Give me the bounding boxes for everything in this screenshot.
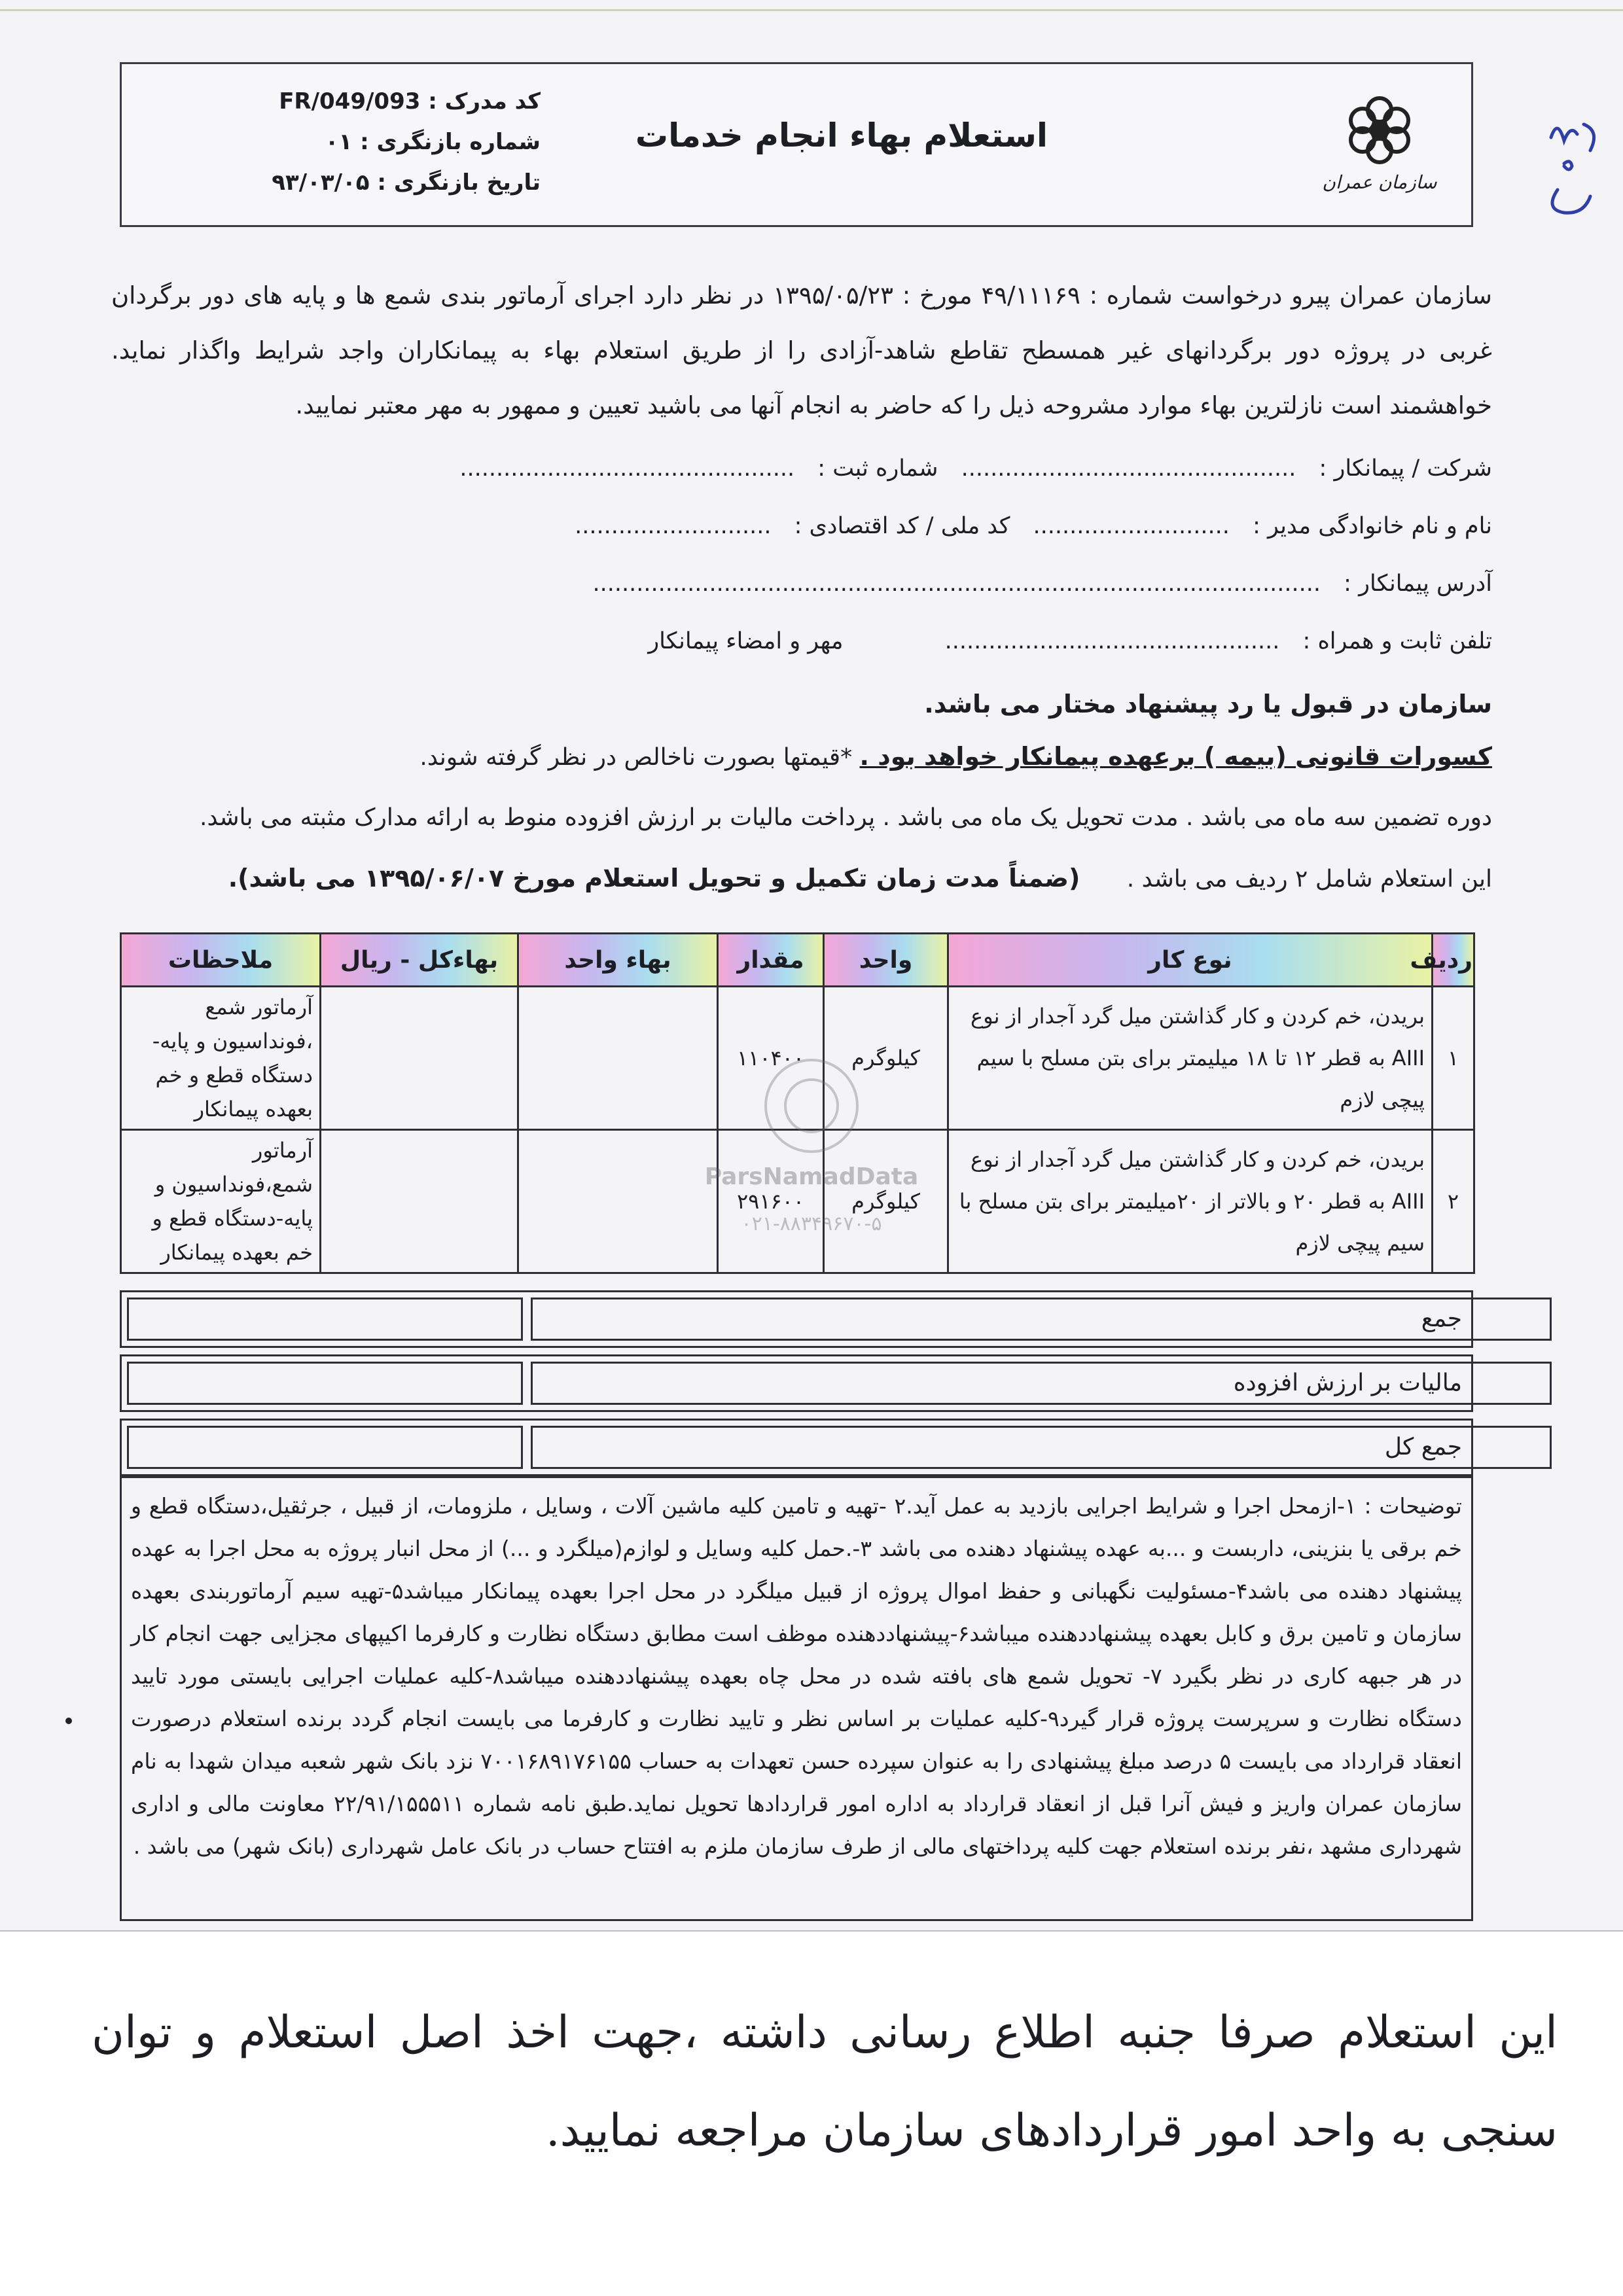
reg-no-label: شماره ثبت : [817, 455, 938, 482]
top-rule [0, 9, 1623, 11]
row-qty: ۱۱۰۴۰۰ [718, 987, 824, 1130]
phone-label: تلفن ثابت و همراه : [1302, 628, 1492, 654]
grand-total-row [120, 1419, 1473, 1476]
header-unit: واحد [824, 934, 948, 987]
deadline: (ضمناً مدت زمان تکمیل و تحویل استعلام مورخ ۱۳۹۵/۰۶/۰۷ می باشد). [228, 864, 1080, 892]
header-unit-price: بهاء واحد [518, 934, 718, 987]
margin-dot [65, 1718, 72, 1724]
grand-total-field-b[interactable] [127, 1426, 523, 1469]
sum-row [120, 1290, 1473, 1348]
row-total-price[interactable] [321, 987, 518, 1130]
address-row [111, 571, 1492, 597]
grand-total-label: جمع کل [1384, 1434, 1462, 1460]
organization-logo [1314, 90, 1445, 215]
deductions-bold: کسورات قانونی (بیمه ) برعهده پیمانکار خواهد بود . [859, 742, 1492, 771]
condition-guarantee: دوره تضمین سه ماه می باشد . مدت تحویل یک ماه می باشد . پرداخت مالیات بر ارزش افزوده منوط به ارائه مدارک مثبته می باشد. [200, 804, 1492, 831]
manager-row [111, 513, 1492, 539]
row-work: بریدن، خم کردن و کار گذاشتن میل گرد آجدار از نوع AIII به قطر ۲۰ و بالاتر از ۲۰میلیمتر برای بتن مسلح با سیم پیچی لازم [948, 1130, 1433, 1273]
company-field[interactable]: .............................................. [961, 455, 1296, 482]
document-title: استعلام بهاء انجام خدمات [635, 116, 1048, 154]
sum-label: جمع [1421, 1305, 1462, 1332]
stamp-brand: ParsNamadData [704, 1163, 919, 1190]
header-total-price: بهاءکل - ریال [321, 934, 518, 987]
header-notes: ملاحظات [121, 934, 321, 987]
national-code-field[interactable]: ........................... [575, 513, 772, 539]
manager-label: نام و نام خانوادگی مدیر : [1253, 513, 1492, 539]
address-field[interactable]: .................................................................................................... [592, 571, 1321, 597]
row-notes: آرماتور شمع،فونداسیون و پایه-دستگاه قطع و خم بعهده پیمانکار [121, 1130, 321, 1273]
sum-field-a[interactable] [531, 1298, 1552, 1341]
row-total-price[interactable] [321, 1130, 518, 1273]
stamp-sign-label: مهر و امضاء پیمانکار [648, 628, 844, 654]
header-work: نوع کار [948, 934, 1433, 987]
explanations-box: توضیحات : ۱-ازمحل اجرا و شرایط اجرایی بازدید به عمل آید.۲ -تهیه و تامین کلیه ماشین آلات ، وسایل ، ملزومات، از قبیل ، جرثقیل،دستگاه قطع و خم برقی یا بنزینی، داربست و ...به عهده پیشنهاد دهنده می باشد ۳-.حمل کلیه وسایل و لوازم(میلگرد و ...) از محل انبار پروژه به محل اجرا به عهده پیشنهاد دهنده می باشد۴-مسئولیت نگهبانی و حفظ اموال پروژه از قبیل میلگرد در محل اجرا بعهده پیمانکار میباشد۵-تهیه سیم آرماتوربندی بعهده سازمان و تامین برق و کابل بعهده پیشنهاددهنده میباشد۶-پیشنهاددهنده موظف است مطابق دستگاه نظارت و کارفرما اکیپهای مجزایی جهت انجام کار در هر جبهه کاری در نظر بگیرد ۷- تحویل شمع های بافته شده در محل چاه بعهده پیشنهاددهنده میباشد۸-کلیه عملیات اجرایی بایستی مورد تایید دستگاه نظارت و سرپرست پروژه قرار گیرد۹-کلیه عملیات بر اساس نظر و تایید نظارت و کارفرما می بایست انجام گردد برنده استعلام درصورت انعقاد قرارداد می بایست ۵ درصد مبلغ پیشنهادی را به عنوان سپرده حسن تعهدات به حساب ۷۰۰۱۶۸۹۱۷۶۱۵۵ نزد بانک شهر شعبه میدان شهدا به نام سازمان عمران واریز و فیش آنرا قبل از انعقاد قرارداد به اداره امور قراردادها تحویل نماید.طبق نامه شماره ۲۲/۹۱/۱۵۵۵۱۱ معاونت مالی و اداری شهرداری مشهد ،نفر برنده استعلام جهت کلیه پرداختهای مالی از طرف سازمان ملزم به افتتاح حساب در بانک عامل شهرداری (بانک شهر) می باشد . [120, 1476, 1473, 1921]
document-header [120, 62, 1473, 227]
company-row [111, 455, 1492, 482]
manager-field[interactable]: ........................... [1033, 513, 1230, 539]
address-label: آدرس پیمانکار : [1344, 571, 1492, 597]
row-work: بریدن، خم کردن و کار گذاشتن میل گرد آجدار از نوع AIII به قطر ۱۲ تا ۱۸ میلیمتر برای بتن مسلح با سیم پیچی لازم [948, 987, 1433, 1130]
footer-notice [0, 1930, 1623, 2296]
vat-field-a[interactable] [531, 1362, 1552, 1405]
row-radif: ۲ [1433, 1130, 1474, 1273]
reg-no-field[interactable]: .............................................. [459, 455, 795, 482]
stamp-phone: ۰۲۱-۸۸۳۴۹۶۷۰-۵ [741, 1212, 882, 1235]
header-radif: ردیف [1433, 934, 1474, 987]
row-qty: ۲۹۱۶۰۰ [718, 1130, 824, 1273]
logo-caption: سازمان عمران [1322, 171, 1437, 193]
vat-row [120, 1354, 1473, 1412]
footer-text: این استعلام صرفا جنبه اطلاع رسانی داشته ،جهت اخذ اصل استعلام و توان سنجی به واحد امور قراردادهای سازمان مراجعه نمایید. [92, 2007, 1558, 2157]
row-notes: آرماتور شمع ،فونداسیون و پایه-دستگاه قطع و خم بعهده پیمانکار [121, 987, 321, 1130]
row-unit: کیلوگرم [824, 1130, 948, 1273]
parsnamad-stamp [681, 1034, 942, 1250]
phone-field[interactable]: .............................................. [944, 628, 1280, 654]
vat-label: مالیات بر ارزش افزوده [1233, 1369, 1462, 1396]
document-meta [148, 81, 541, 203]
grand-total-field-a[interactable] [531, 1426, 1552, 1469]
condition-accept-reject: سازمان در قبول یا رد پیشنهاد مختار می باشد. [924, 690, 1492, 718]
doc-code: کد مدرک : FR/049/093 [279, 88, 541, 115]
condition-deductions [111, 737, 1492, 777]
deductions-rest: *قیمتها بصورت ناخالص در نظر گرفته شوند. [419, 744, 853, 771]
phone-row [111, 628, 1492, 654]
company-label: شرکت / پیمانکار : [1319, 455, 1492, 482]
national-code-label: کد ملی / کد اقتصادی : [794, 513, 1010, 539]
logo-icon [1340, 90, 1419, 169]
header-qty: مقدار [718, 934, 824, 987]
rows-count: این استعلام شامل ۲ ردیف می باشد . [1126, 866, 1492, 892]
condition-rows [111, 858, 1492, 899]
revision-date: تاریخ بازنگری : ۹۳/۰۳/۰۵ [272, 169, 541, 196]
sum-field-b[interactable] [127, 1298, 523, 1341]
row-radif: ۱ [1433, 987, 1474, 1130]
table-header-row [121, 934, 1474, 987]
revision-number: شماره بازنگری : ۰۱ [325, 129, 541, 155]
row-unit: کیلوگرم [824, 987, 948, 1130]
vat-field-b[interactable] [127, 1362, 523, 1405]
handwritten-mark [1538, 111, 1610, 229]
intro-paragraph: سازمان عمران پیرو درخواست شماره : ۴۹/۱۱۱۶۹ مورخ : ۱۳۹۵/۰۵/۲۳ در نظر دارد اجرای آرماتور بندی شمع ها و پایه های دور برگردان غربی در پروژه دور برگردانهای غیر همسطح تقاطع شاهد-آزادی را از طریق استعلام بهاء به پیمانکاران واجد شرایط واگذار نماید. خواهشمند است نازلترین بهاء موارد مشروحه ذیل را که حاضر به انجام آنها می باشید تعیین و ممهور به مهر معتبر نمایید. [111, 281, 1493, 419]
